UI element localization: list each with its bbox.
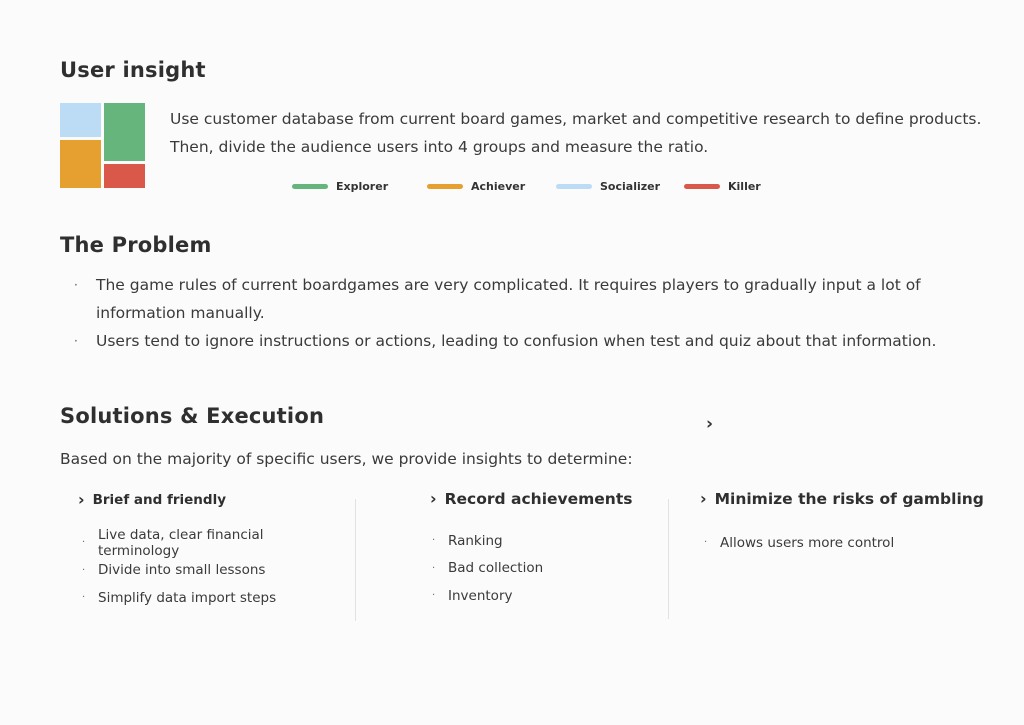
bullet-icon: ·	[432, 535, 436, 547]
problem-item-line1: Users tend to ignore instructions or actions, leading to confusion when test and quiz about that information.	[96, 332, 937, 350]
solution-list	[700, 529, 1000, 557]
bullet-icon: ·	[74, 278, 78, 292]
solution-list	[430, 527, 660, 610]
bullet-icon: ·	[82, 564, 86, 576]
solution-column-title-text: Minimize the risks of gambling	[714, 489, 984, 508]
column-divider	[355, 499, 356, 621]
list-item-text: Divide into small lessons	[98, 562, 266, 579]
list-item	[82, 584, 348, 612]
legend-swatch-achiever	[427, 184, 463, 189]
solution-column-achievements	[430, 489, 660, 610]
list-item	[432, 555, 660, 583]
user-insight-heading: User insight	[60, 58, 206, 82]
problem-item	[72, 327, 972, 355]
legend-item-achiever	[427, 180, 525, 193]
chevron-right-icon: ›	[706, 414, 714, 434]
list-item-text: Inventory	[448, 587, 513, 604]
legend-swatch-killer	[684, 184, 720, 189]
problem-item-line2: information manually.	[96, 304, 265, 322]
list-item	[432, 527, 660, 555]
bullet-icon: ·	[82, 537, 86, 549]
chevron-right-icon: ›	[78, 490, 85, 509]
problem-item-line1: The game rules of current boardgames are very complicated. It requires players to gradually input a lot of	[96, 276, 921, 294]
legend-label: Achiever	[471, 180, 526, 193]
chevron-right-icon: ›	[430, 489, 437, 508]
user-insight-description-line1: Use customer database from current board games, market and competitive research to define products.	[170, 110, 982, 128]
solution-column-gambling	[700, 489, 1000, 557]
bullet-icon: ·	[82, 592, 86, 604]
solution-column-title-text: Record achievements	[444, 489, 633, 508]
problem-item	[72, 271, 972, 327]
solution-list	[78, 526, 348, 612]
legend-label: Socializer	[600, 180, 661, 193]
chevron-right-icon: ›	[700, 489, 707, 508]
bullet-icon: ·	[704, 537, 708, 549]
explorer-tile	[104, 103, 145, 161]
list-item-text: Ranking	[448, 532, 503, 549]
solution-column-title	[430, 489, 660, 508]
bullet-icon: ·	[432, 590, 436, 602]
column-divider	[668, 499, 669, 619]
solution-column-brief	[78, 490, 348, 612]
solutions-heading: Solutions & Execution	[60, 404, 325, 428]
problem-heading: The Problem	[60, 233, 212, 257]
user-group-treemap	[60, 103, 146, 189]
problem-list	[72, 271, 972, 355]
bullet-icon: ·	[74, 334, 78, 348]
bullet-icon: ·	[432, 562, 436, 574]
legend-item-explorer	[292, 180, 388, 193]
list-item-text: Allows users more control	[720, 534, 895, 551]
list-item	[704, 529, 1000, 557]
list-item	[432, 582, 660, 610]
legend-swatch-explorer	[292, 184, 328, 189]
user-insight-description-line2: Then, divide the audience users into 4 groups and measure the ratio.	[170, 138, 709, 156]
legend-item-killer	[684, 180, 761, 193]
legend-label: Explorer	[336, 180, 389, 193]
list-item-text: Simplify data import steps	[98, 589, 277, 606]
achiever-tile	[60, 140, 101, 188]
legend-item-socializer	[556, 180, 660, 193]
socializer-tile	[60, 103, 101, 137]
solution-column-title	[700, 489, 1000, 508]
list-item	[82, 557, 348, 585]
killer-tile	[104, 164, 145, 188]
solution-column-title-text: Brief and friendly	[92, 491, 226, 508]
solutions-intro: Based on the majority of specific users, we provide insights to determine:	[60, 450, 633, 468]
legend-swatch-socializer	[556, 184, 592, 189]
list-item	[82, 526, 348, 559]
list-item-text: Bad collection	[448, 560, 544, 577]
list-item-text: Live data, clear financial terminology	[98, 526, 264, 559]
legend-label: Killer	[728, 180, 761, 193]
solution-column-title	[78, 490, 348, 509]
